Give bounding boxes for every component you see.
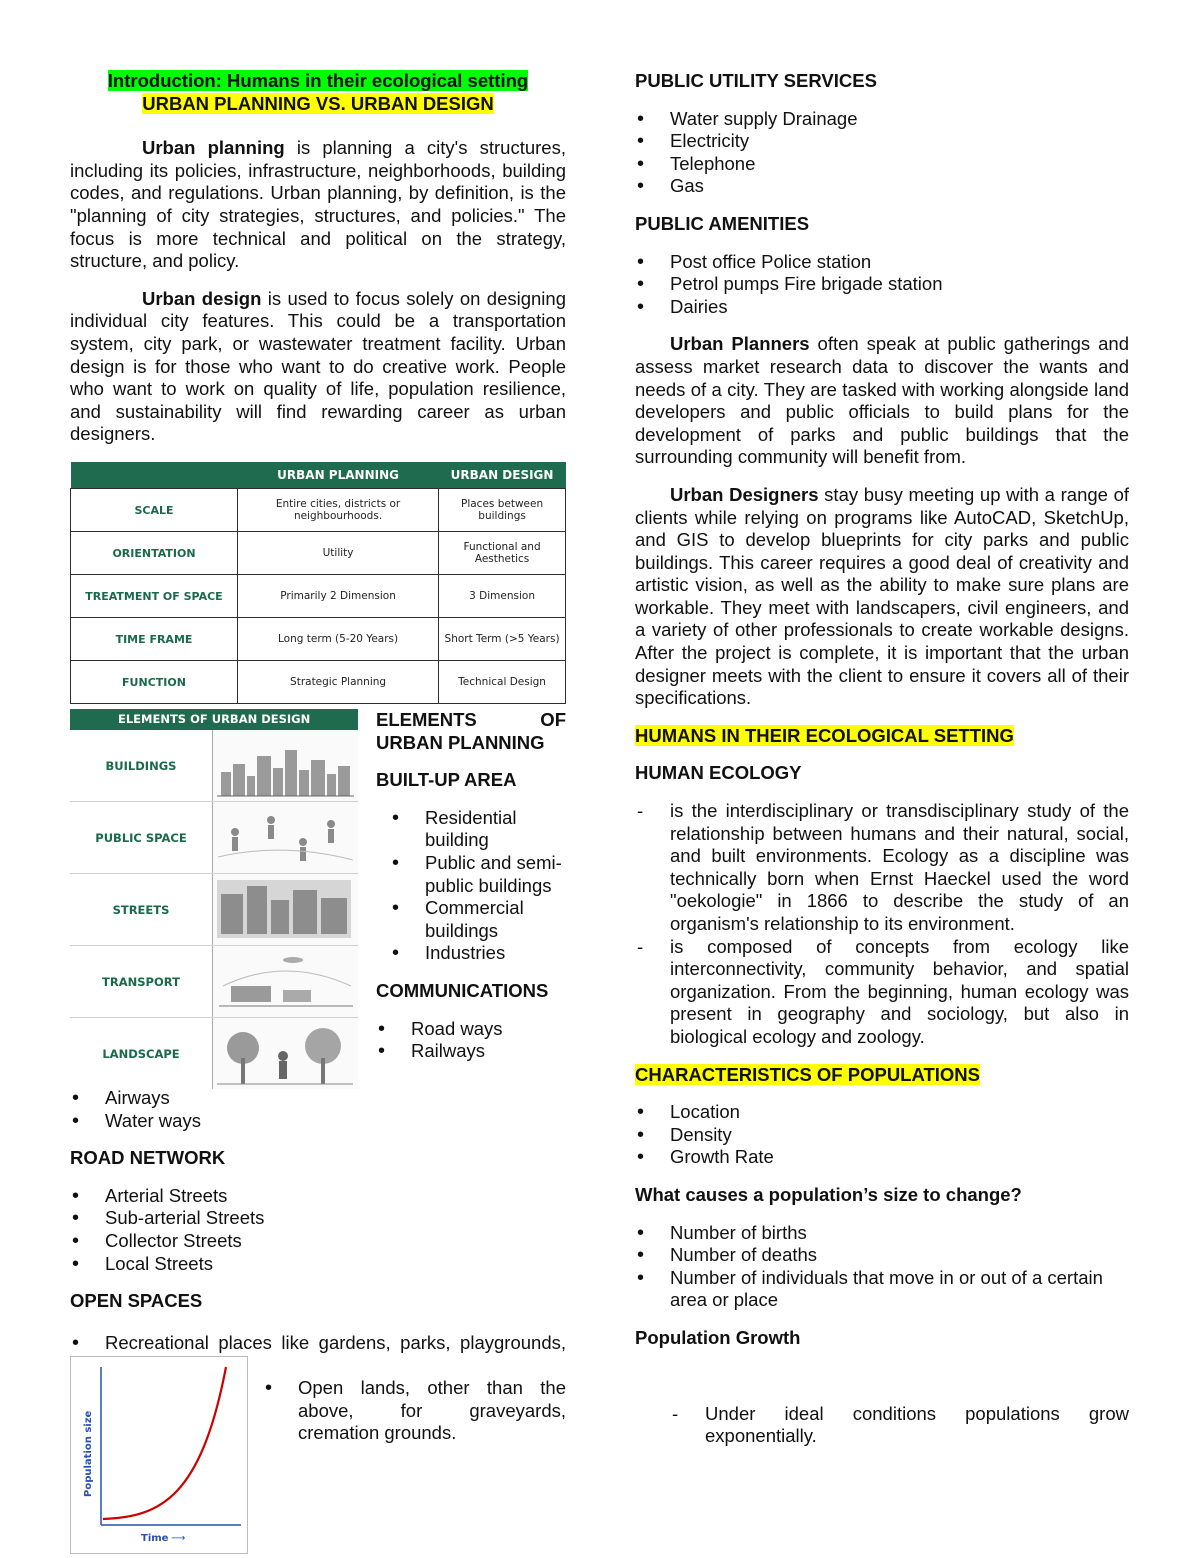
col-header-planning: URBAN PLANNING <box>238 462 439 489</box>
table-row: TIME FRAME Long term (5-20 Years) Short Term (>5 Years) <box>71 618 566 661</box>
builtup-list <box>376 807 566 965</box>
characteristics-heading: CHARACTERISTICS OF POPULATIONS <box>635 1063 980 1085</box>
transport-illustration-icon <box>213 946 358 1017</box>
eud-row-streets: STREETS <box>70 874 358 946</box>
right-column <box>635 70 1129 1448</box>
amenities-list <box>635 251 1129 319</box>
urban-planners-paragraph: Urban Planners often speak at public gatherings and assess market research data to discover the wants and needs of a city. They are tasked with working alongside land developers and public officials to build plans for the development of parks and public buildings that the surrounding community will benefit from. <box>635 333 1129 468</box>
public-space-illustration-icon <box>213 802 358 873</box>
elements-of-urban-design-figure <box>70 709 358 1089</box>
open-spaces-right <box>298 1355 566 1445</box>
urban-design-paragraph: Urban design is used to focus solely on designing individual city features. This could be a transportation system, city park, or wastewater treatment facility. Urban design is for those who want to do creative work. People who want to work on quality of life, population resilience, and sustainability will find rewarding career as urban designers. <box>70 287 566 445</box>
comparison-table <box>70 462 566 704</box>
eup-column <box>376 709 566 1063</box>
utility-heading: PUBLIC UTILITY SERVICES <box>635 70 877 91</box>
list-item: • Post office Police station <box>635 251 1129 274</box>
eud-row-buildings: BUILDINGS <box>70 730 358 802</box>
list-item: • Telephone <box>635 153 1129 176</box>
open-list-cont <box>263 1377 566 1445</box>
causes-list <box>635 1222 1129 1312</box>
list-item: • Electricity <box>635 130 1129 153</box>
population-growth-list <box>635 1403 1129 1448</box>
list-item: • Density <box>635 1124 1129 1147</box>
humans-heading: HUMANS IN THEIR ECOLOGICAL SETTING <box>635 724 1014 746</box>
col-header-design: URBAN DESIGN <box>439 462 566 489</box>
table-row: FUNCTION Strategic Planning Technical Design <box>71 661 566 704</box>
eud-row-transport: TRANSPORT <box>70 946 358 1018</box>
builtup-heading: BUILT-UP AREA <box>376 769 517 791</box>
list-item: • Number of births <box>635 1222 1129 1245</box>
list-item: • Petrol pumps Fire brigade station <box>635 273 1129 296</box>
list-item: • Open lands, other than the above, for graveyards, cremation grounds. <box>263 1377 566 1445</box>
list-item: • Railways <box>376 1040 566 1063</box>
table-row: TREATMENT OF SPACE Primarily 2 Dimension 3 Dimension <box>71 575 566 618</box>
population-growth-heading: Population Growth <box>635 1326 801 1348</box>
list-item: • Number of deaths <box>635 1244 1129 1267</box>
list-item: • Growth Rate <box>635 1146 1129 1169</box>
list-item: • Industries <box>390 942 566 965</box>
list-item: - Under ideal conditions populations grow exponentially. <box>670 1403 1129 1448</box>
eup-heading: ELEMENTS OF URBAN PLANNING <box>376 709 566 753</box>
eud-row-landscape: LANDSCAPE <box>70 1018 358 1089</box>
urban-designers-paragraph: Urban Designers stay busy meeting up with a range of clients while relying on programs like AutoCAD, SketchUp, and GIS to develop blueprints for city parks and public buildings. This career requires a good deal of creativity and artistic vision, as well as the ability to make sure plans are workable. They meet with landscapers, civil engineers, and a variety of other professionals to create workable designs. After the project is complete, it is important that the urban designer meets with the client to ensure it covers all of their specifications. <box>635 483 1129 709</box>
causes-heading: What causes a population’s size to change? <box>635 1183 1022 1205</box>
communications-list <box>376 1018 566 1063</box>
communications-list-cont <box>70 1087 566 1132</box>
table-header-row <box>71 462 566 489</box>
human-ecology-heading: HUMAN ECOLOGY <box>635 762 802 784</box>
list-item: • Number of individuals that move in or out of a certain area or place <box>635 1267 1129 1312</box>
list-item: • Airways <box>70 1087 566 1110</box>
open-spaces-heading: OPEN SPACES <box>70 1290 203 1312</box>
streets-illustration-icon <box>213 874 358 945</box>
list-item: • Road ways <box>376 1018 566 1041</box>
list-item: • Collector Streets <box>70 1230 566 1253</box>
eud-row-public-space: PUBLIC SPACE <box>70 802 358 874</box>
eud-header: ELEMENTS OF URBAN DESIGN <box>70 709 358 730</box>
table-row: SCALE Entire cities, districts or neighbourhoods. Places between buildings <box>71 489 566 532</box>
road-network-list <box>70 1185 566 1275</box>
left-column <box>70 70 566 446</box>
population-growth-graph <box>70 1356 248 1554</box>
buildings-illustration-icon <box>213 730 358 801</box>
list-item: • Residential building <box>390 807 566 852</box>
landscape-illustration-icon <box>213 1018 358 1089</box>
list-item: • Location <box>635 1101 1129 1124</box>
list-item: • Arterial Streets <box>70 1185 566 1208</box>
list-item: - is the interdisciplinary or transdisciplinary study of the relationship between humans and their natural, social, and built environments. Ecology as a discipline was technically born when Ernst Haeckel used the word "oekologie" in 1866 to describe the study of an organism's relationship to its environment. <box>635 800 1129 936</box>
urban-planning-paragraph: Urban planning is planning a city's structures, including its policies, infrastructure, neighborhoods, building codes, and regulations. Urban planning, by definition, is the "planning of city strategies, structures, and policies." The focus is more technical and political on the strategy, structure, and policy. <box>70 137 566 272</box>
list-item: • Water ways <box>70 1110 566 1133</box>
list-item: • Water supply Drainage <box>635 108 1129 131</box>
human-ecology-list <box>635 800 1129 1049</box>
amenities-heading: PUBLIC AMENITIES <box>635 212 810 234</box>
utility-list <box>635 108 1129 198</box>
exponential-curve <box>103 1367 226 1519</box>
list-item: • Local Streets <box>70 1253 566 1276</box>
list-item: • Commercial buildings <box>390 897 566 942</box>
x-arrow-icon: ⟶ <box>171 1533 186 1544</box>
list-item: • Gas <box>635 175 1129 198</box>
left-lower <box>70 1087 566 1313</box>
doc-title: Introduction: Humans in their ecological setting URBAN PLANNING VS. URBAN DESIGN <box>107 70 529 114</box>
list-item: • Sub-arterial Streets <box>70 1207 566 1230</box>
characteristics-list <box>635 1101 1129 1169</box>
table-row: ORIENTATION Utility Functional and Aesthetics <box>71 532 566 575</box>
y-axis-label: Population size <box>83 1410 94 1497</box>
communications-heading: COMMUNICATIONS <box>376 979 549 1001</box>
list-item: • Recreational places like gardens, parks, playgrounds, <box>72 1332 566 1354</box>
road-network-heading: ROAD NETWORK <box>70 1147 226 1169</box>
x-axis-label: Time <box>141 1533 169 1544</box>
list-item: - is composed of concepts from ecology like interconnectivity, community behavior, and spatial organization. From the beginning, human ecology was present in geography and sociology, but also in biological ecology and zoology. <box>635 936 1129 1049</box>
list-item: • Public and semi-public buildings <box>390 852 566 897</box>
list-item: • Dairies <box>635 296 1129 319</box>
